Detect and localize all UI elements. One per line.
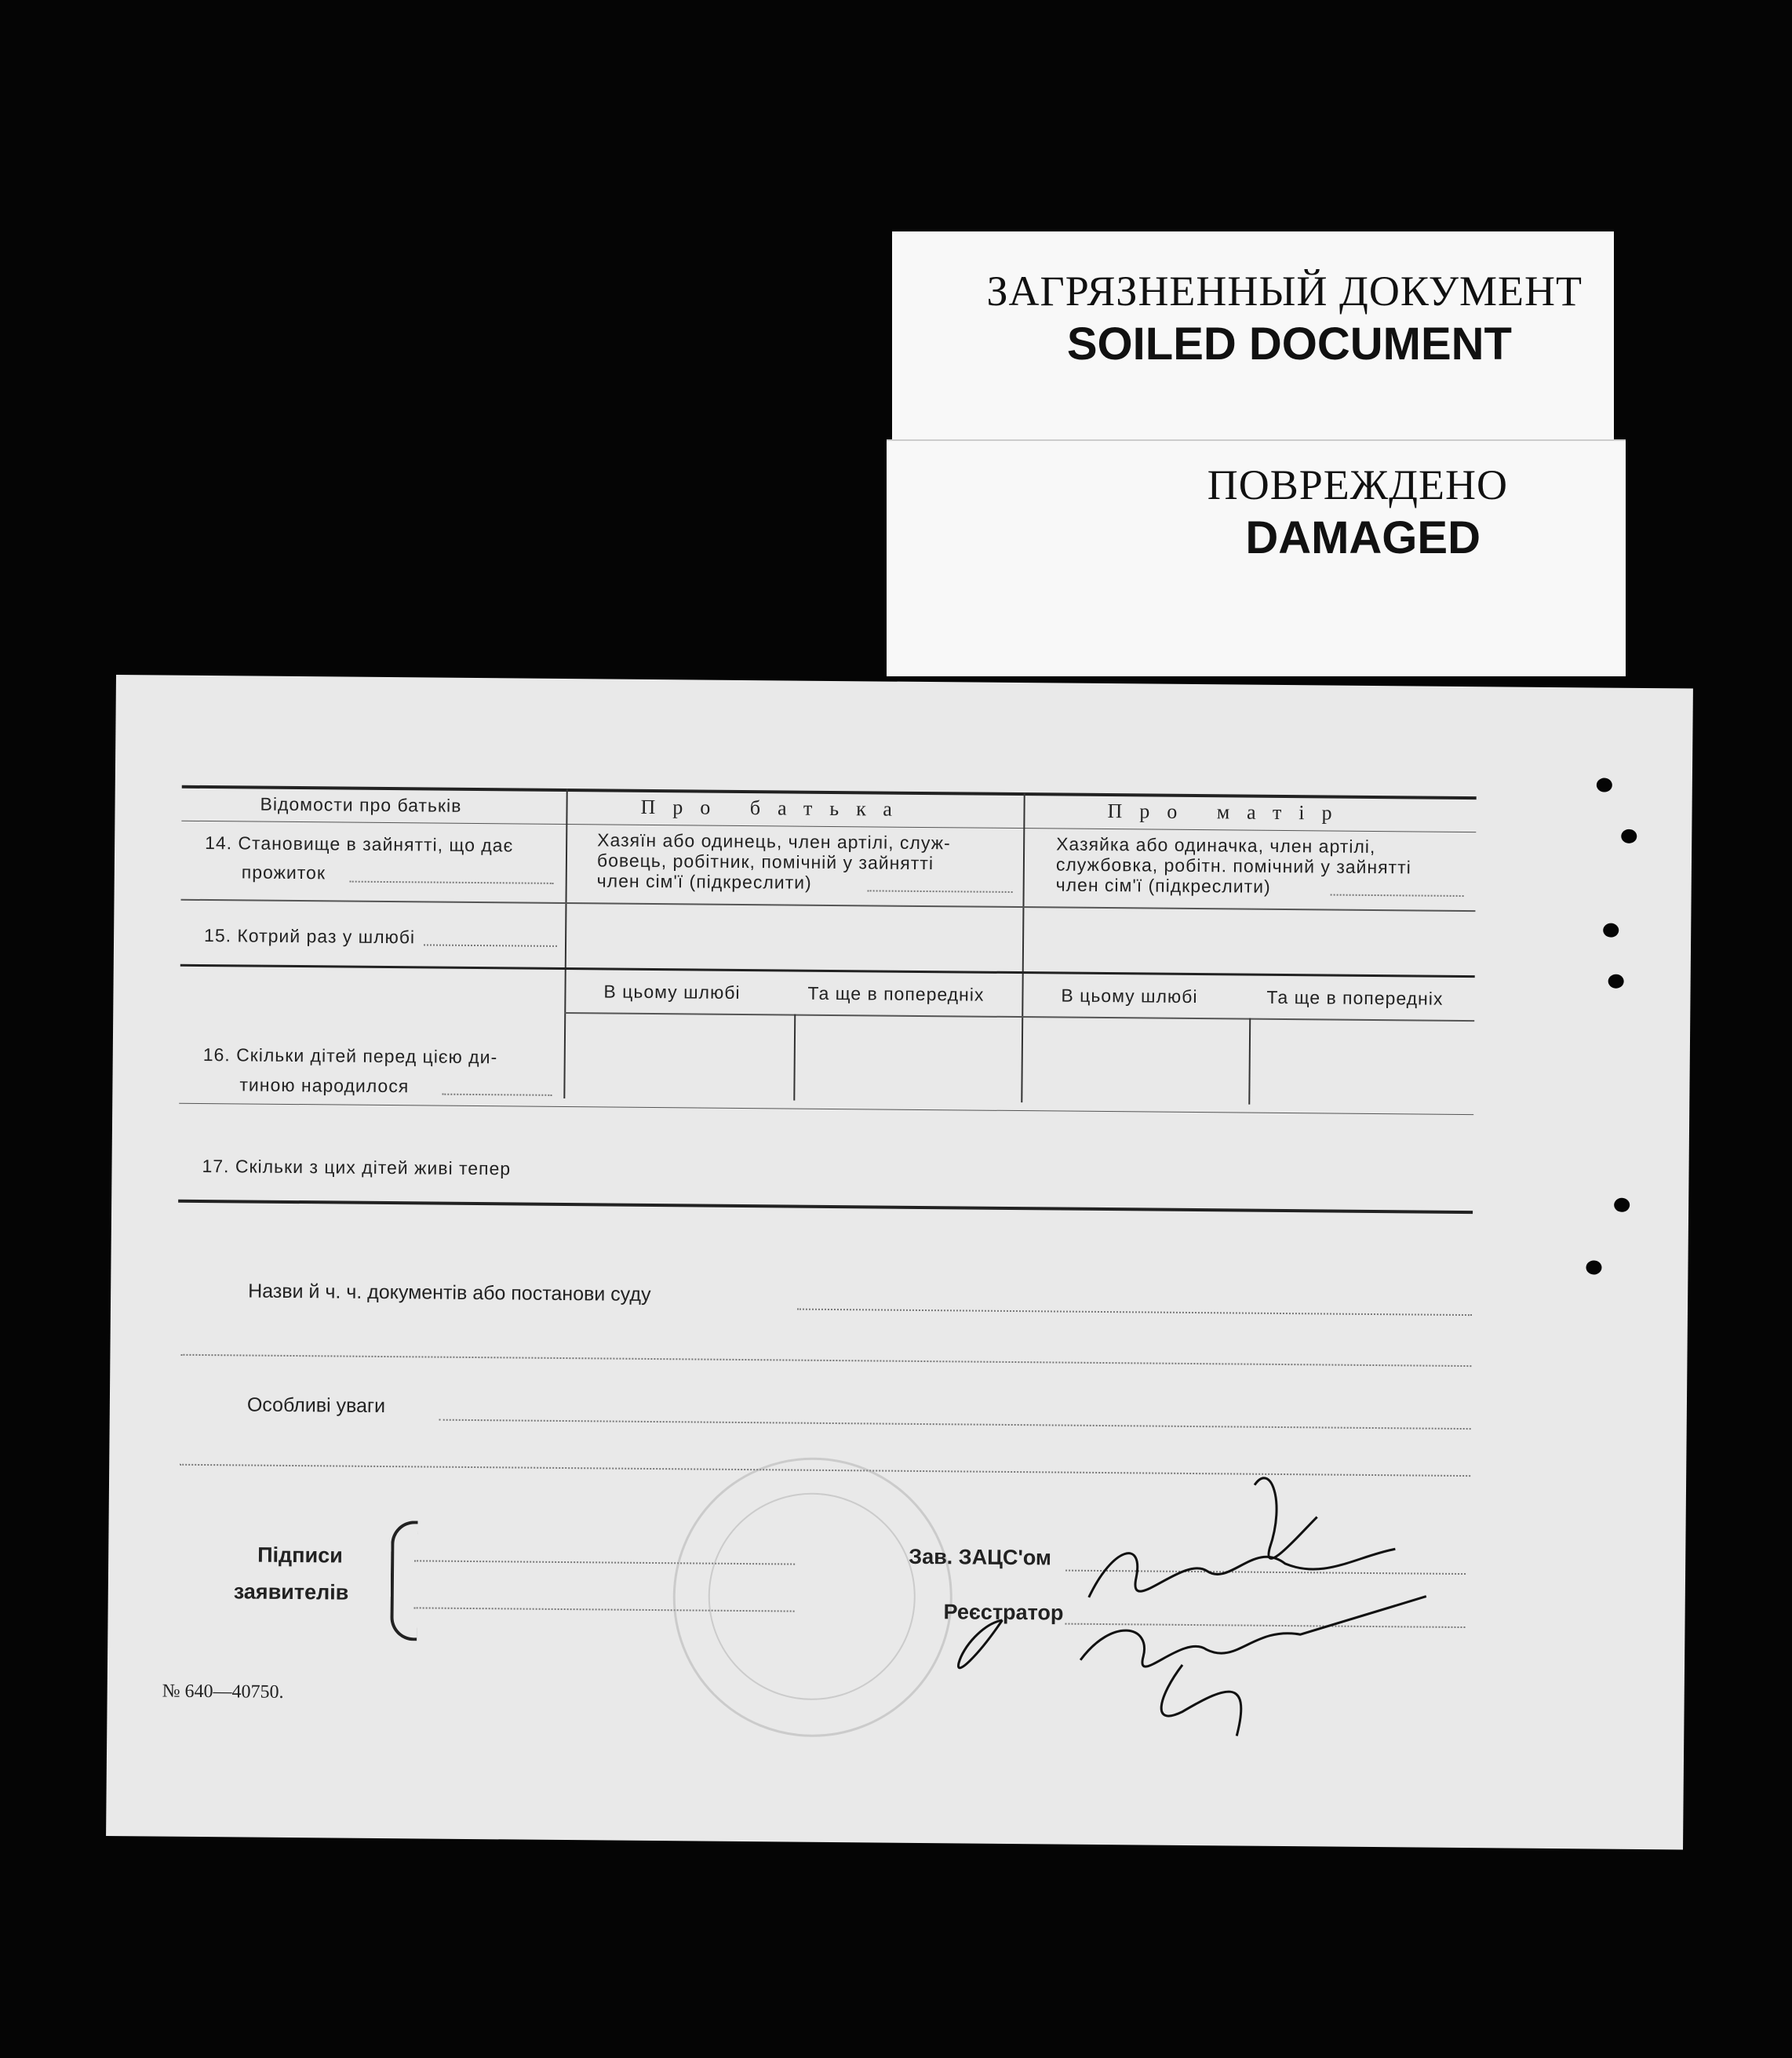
documents-label: Назви й ч. ч. документів або постанови суду (248, 1280, 651, 1306)
header-mother: Про матір (1107, 800, 1349, 825)
head-label: Зав. ЗАЦС'ом (909, 1544, 1052, 1570)
soiled-label-ru: ЗАГРЯЗНЕННЫЙ ДОКУМЕНТ (986, 268, 1583, 315)
soiled-label-en: SOILED DOCUMENT (1066, 319, 1512, 370)
signature-bracket (390, 1521, 417, 1641)
header-parents-info: Відомости про батьків (260, 793, 462, 816)
row14-mother-line1: Хазяйка або одиначка, член артілі, (1056, 833, 1376, 858)
form-number: № 640—40750. (162, 1681, 284, 1703)
handwritten-signatures (813, 1434, 1522, 1770)
row15-label: 15. Котрий раз у шлюбі (203, 924, 416, 948)
document-page (106, 675, 1693, 1849)
row14-father-line3: член сім'ї (підкреслити) (596, 870, 812, 893)
registrar-label: Реєстратор (943, 1600, 1064, 1625)
father-previous: Та ще в попередніх (807, 982, 985, 1005)
signatures-label-cont: заявителів (233, 1579, 349, 1605)
damaged-document-label (887, 441, 1626, 676)
row16-label-cont: тиною народилося (239, 1074, 410, 1097)
row14-label: 14. Становище в зайнятті, що дає (205, 832, 514, 856)
header-father: Про батька (640, 795, 910, 821)
row14-label-cont: прожиток (241, 861, 326, 883)
damaged-label-en: DAMAGED (1245, 512, 1481, 563)
father-this-marriage: В цьому шлюбі (603, 981, 741, 1003)
mother-previous: Та ще в попередніх (1266, 986, 1444, 1009)
row14-mother-line2: службовка, робітн. помічний у зайнятті (1055, 854, 1411, 878)
mother-this-marriage: В цьому шлюбі (1061, 985, 1198, 1007)
soiled-document-label (892, 231, 1614, 459)
damaged-label-ru: ПОВРЕЖДЕНО (1207, 461, 1508, 508)
signatures-label: Підписи (257, 1543, 343, 1568)
row16-label: 16. Скільки дітей перед цією ди- (202, 1044, 498, 1068)
row14-father-line2: бовець, робітник, помічній у зайнятті (596, 850, 934, 874)
remarks-label: Особливі уваги (246, 1393, 386, 1418)
row14-father-line1: Хазяїн або одинець, член артілі, служ- (597, 829, 951, 854)
row17-label: 17. Скільки з цих дітей живі тепер (202, 1155, 512, 1179)
row14-mother-line3: член сім'ї (підкреслити) (1055, 874, 1271, 897)
